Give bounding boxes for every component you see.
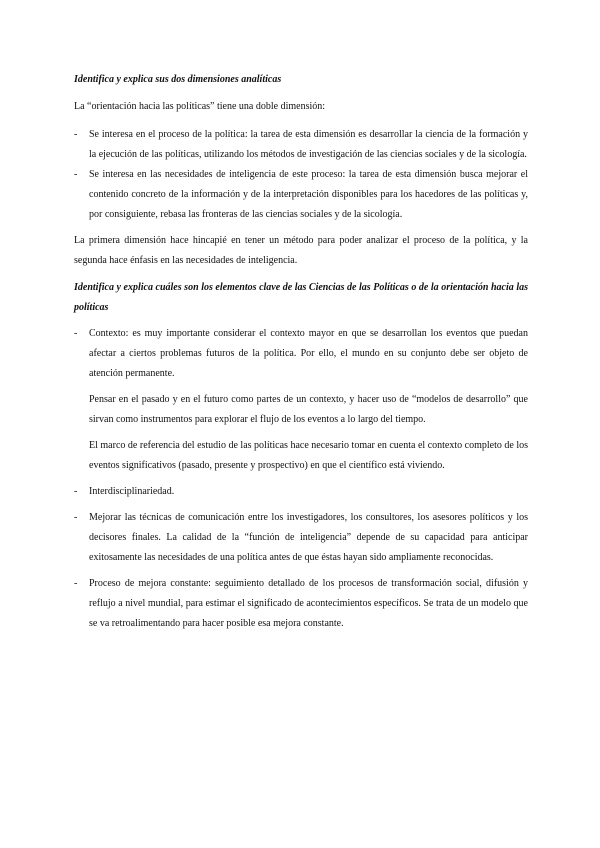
document-body: [74, 70, 528, 634]
section1-bullet-list: [74, 125, 528, 225]
list-item-text: Interdisciplinariedad.: [89, 486, 175, 497]
list-item: [74, 574, 528, 634]
bullet-marker: -: [74, 512, 78, 523]
list-item: [74, 125, 528, 165]
section1-intro: La “orientación hacia las políticas” tiene una doble dimensión:: [74, 101, 326, 112]
bullet-marker: -: [74, 578, 78, 589]
section2-heading: Identifica y explica cuáles son los elementos clave de las Ciencias de las Políticas o de la orientación hacia las políticas: [74, 282, 528, 313]
list-item: [74, 508, 528, 568]
bullet-marker: -: [74, 486, 78, 497]
bullet-marker: -: [74, 169, 78, 180]
section2-bullet-list: [74, 324, 528, 634]
list-item-text: Contexto: es muy importante considerar el contexto mayor en que se desarrollan los eventos que puedan afectar a ciertos problemas futuros de la política. Por ello, el mundo en su conjunto debe ser objeto de atención permanente.: [89, 328, 528, 379]
list-item-subparagraph: Pensar en el pasado y en el futuro como partes de un contexto, y hacer uso de “modelos de desarrollo” que sirvan como instrumentos para explorar el flujo de los eventos a lo largo del tiempo.: [89, 394, 528, 425]
list-item-text: Proceso de mejora constante: seguimiento detallado de los procesos de transformación social, difusión y reflujo a nivel mundial, para estimar el significado de acontecimientos específicos. Se trata de un modelo que se va retroalimentando para hacer posible esa mejora constante.: [89, 578, 528, 629]
list-item: [74, 482, 528, 502]
list-item: [74, 324, 528, 476]
section1-closing: La primera dimensión hace hincapié en tener un método para poder analizar el proceso de la política, y la segunda hace énfasis en las necesidades de inteligencia.: [74, 235, 528, 266]
section1-heading: Identifica y explica sus dos dimensiones analíticas: [74, 74, 282, 85]
bullet-marker: -: [74, 328, 78, 339]
list-item-text: Se interesa en las necesidades de inteligencia de este proceso: la tarea de esta dimensión busca mejorar el contenido concreto de la información y de la interpretación disponibles para los hacedores de las políticas y, por consiguiente, rebasa las fronteras de las ciencias sociales y de la sicología.: [89, 169, 528, 220]
list-item-text: Mejorar las técnicas de comunicación entre los investigadores, los consultores, los asesores políticos y los decisores finales. La calidad de la “función de inteligencia” depende de su capacidad para anticipar exitosamente las necesidades de una política antes de que éstas hayan sido ampliamente reconocidas.: [89, 512, 528, 563]
bullet-marker: -: [74, 129, 78, 140]
list-item-text: Se interesa en el proceso de la política: la tarea de esta dimensión es desarrollar la ciencia de la formación y la ejecución de las políticas, utilizando los métodos de investigación de las ciencias sociales y de la sicología.: [89, 129, 528, 160]
list-item: [74, 165, 528, 225]
list-item-subparagraph: El marco de referencia del estudio de las políticas hace necesario tomar en cuenta el contexto completo de los eventos significativos (pasado, presente y prospectivo) en que el científico está viviendo.: [89, 440, 528, 471]
